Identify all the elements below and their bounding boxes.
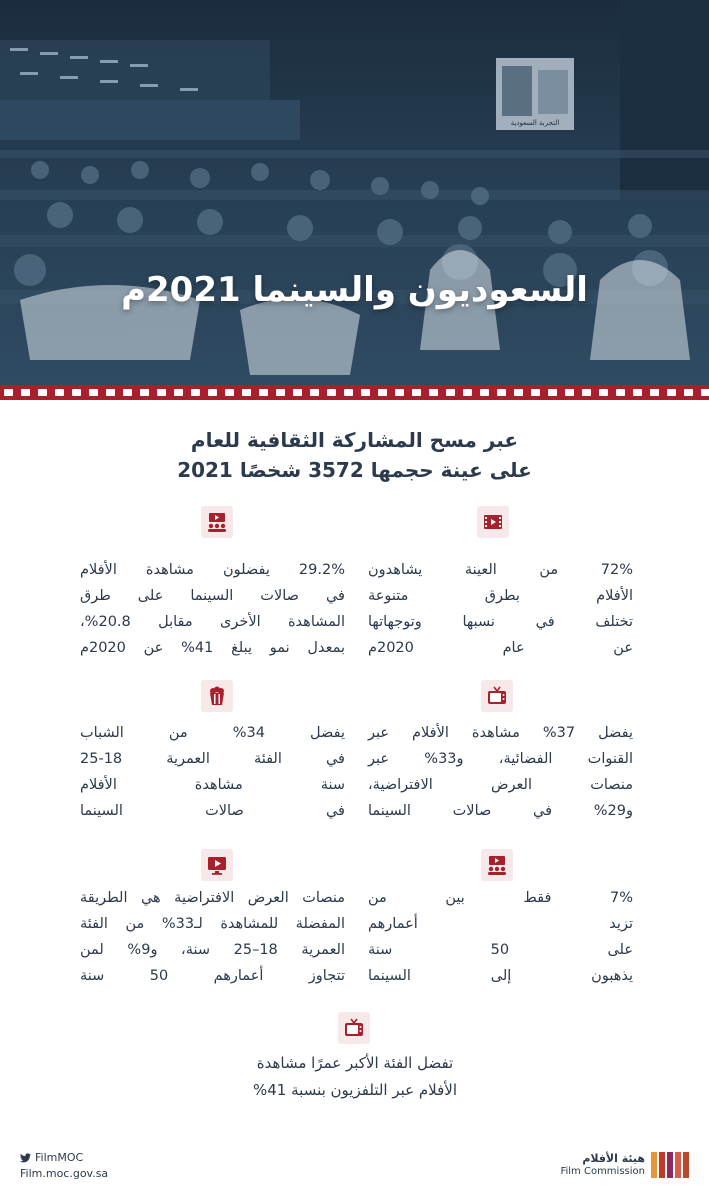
stat-line: القنوات الفضائية، و33% عبر bbox=[368, 751, 633, 767]
film-hole bbox=[633, 389, 642, 396]
hero-banner bbox=[0, 0, 709, 385]
stat-block-youth bbox=[80, 720, 345, 824]
stat-line: الأفلام بطرق متنوعة bbox=[368, 588, 633, 604]
stat-line: تتجاوز أعمارهم 50 سنة bbox=[80, 968, 345, 984]
stat-block-virtual-platforms bbox=[80, 885, 345, 989]
intro-heading bbox=[60, 425, 649, 485]
logo-bars-icon bbox=[651, 1152, 689, 1178]
stat-line: سنة مشاهدة الأفلام bbox=[80, 777, 345, 793]
film-hole bbox=[684, 389, 693, 396]
film-hole bbox=[412, 389, 421, 396]
stat-line: على 50 سنة bbox=[368, 942, 633, 958]
tv-icon bbox=[481, 680, 513, 712]
film-hole bbox=[446, 389, 455, 396]
film-hole bbox=[361, 389, 370, 396]
film-hole bbox=[55, 389, 64, 396]
film-hole bbox=[157, 389, 166, 396]
stat-block-cinema-preference bbox=[80, 557, 345, 661]
stat-line: بمعدل نمو يبلغ 41% عن 2020م bbox=[80, 640, 345, 656]
stat-line: 29.2% يفضلون مشاهدة الأفلام bbox=[80, 562, 345, 578]
brand-name-en: Film Commission bbox=[560, 1166, 645, 1177]
film-hole bbox=[327, 389, 336, 396]
screen-caption: التجربة السعودية bbox=[510, 119, 560, 127]
film-hole bbox=[310, 389, 319, 396]
film-hole bbox=[548, 389, 557, 396]
film-hole bbox=[106, 389, 115, 396]
film-hole bbox=[72, 389, 81, 396]
stat-block-viewing-methods bbox=[368, 557, 633, 661]
popcorn-icon bbox=[201, 680, 233, 712]
logo-bar bbox=[667, 1152, 673, 1178]
stat-block-older-tv bbox=[180, 1050, 530, 1104]
film-hole bbox=[293, 389, 302, 396]
film-hole bbox=[531, 389, 540, 396]
film-hole bbox=[225, 389, 234, 396]
footer-contact bbox=[20, 1150, 108, 1182]
intro-line-2: 2021 على عينة حجمها 3572 شخصًا bbox=[177, 458, 532, 482]
twitter-icon bbox=[20, 1153, 31, 1163]
website-link[interactable]: Film.moc.gov.sa bbox=[20, 1167, 109, 1180]
logo-bar bbox=[683, 1152, 689, 1178]
film-hole bbox=[123, 389, 132, 396]
film-hole bbox=[242, 389, 251, 396]
hero-title: السعوديون والسينما 2021م bbox=[121, 270, 588, 310]
stat-line: تختلف في نسبها وتوجهاتها bbox=[368, 614, 633, 630]
film-hole bbox=[378, 389, 387, 396]
brand-name-ar: هيئة الأفلام bbox=[582, 1152, 645, 1165]
film-hole bbox=[208, 389, 217, 396]
cinema-hall-illustration bbox=[0, 0, 709, 385]
twitter-handle[interactable]: FilmMOC bbox=[35, 1151, 84, 1164]
film-hole bbox=[429, 389, 438, 396]
stat-line: منصات العرض الافتراضية هي الطريقة bbox=[80, 890, 345, 906]
film-hole bbox=[140, 389, 149, 396]
stat-line: في صالات السينما على طرق bbox=[80, 588, 345, 604]
final-line-1: تفضل الفئة الأكبر عمرًا مشاهدة bbox=[256, 1054, 454, 1072]
film-hole bbox=[463, 389, 472, 396]
film-hole bbox=[480, 389, 489, 396]
film-hole bbox=[701, 389, 709, 396]
stat-line: 7% فقط بين من bbox=[368, 890, 633, 906]
film-hole bbox=[276, 389, 285, 396]
film-hole bbox=[599, 389, 608, 396]
film-hole bbox=[174, 389, 183, 396]
intro-line-1: عبر مسح المشاركة الثقافية للعام bbox=[190, 428, 519, 452]
stat-line: العمرية 18–25 سنة، و9% لمن bbox=[80, 942, 346, 958]
stat-block-channels bbox=[368, 720, 633, 824]
film-hole bbox=[395, 389, 404, 396]
stat-line: في الفئة العمرية 18-25 bbox=[80, 751, 345, 767]
tv-icon bbox=[338, 1012, 370, 1044]
film-hole bbox=[344, 389, 353, 396]
film-strip-holes bbox=[0, 385, 709, 400]
stat-line: منصات العرض الافتراضية، bbox=[368, 777, 633, 793]
stat-line: المشاهدة الأخرى مقابل 20.8%، bbox=[80, 614, 345, 630]
logo-bar bbox=[659, 1152, 665, 1178]
film-hole bbox=[514, 389, 523, 396]
film-hole bbox=[667, 389, 676, 396]
stat-line: يذهبون إلى السينما bbox=[368, 968, 633, 984]
stat-line: و29% في صالات السينما bbox=[368, 803, 633, 819]
logo-bar bbox=[651, 1152, 657, 1178]
stat-block-over-50 bbox=[368, 885, 633, 989]
stat-line: في صالات السينما bbox=[80, 803, 345, 819]
film-hole bbox=[89, 389, 98, 396]
final-line-2: الأفلام عبر التلفزيون بنسبة 41% bbox=[253, 1081, 457, 1099]
stat-line: يفضل 34% من الشباب bbox=[80, 725, 345, 741]
cinema-audience-icon bbox=[201, 506, 233, 538]
film-hole bbox=[191, 389, 200, 396]
stat-line: المفضلة للمشاهدة لـ33% من الفئة bbox=[80, 916, 345, 932]
stat-line: تزيد أعمارهم bbox=[368, 916, 633, 932]
film-hole bbox=[259, 389, 268, 396]
film-hole bbox=[4, 389, 13, 396]
play-screen-icon bbox=[201, 849, 233, 881]
film-hole bbox=[565, 389, 574, 396]
film-commission-logo bbox=[560, 1152, 689, 1178]
film-hole bbox=[497, 389, 506, 396]
film-hole bbox=[38, 389, 47, 396]
stat-line: 72% من العينة يشاهدون bbox=[368, 562, 633, 578]
cinema-audience-icon bbox=[481, 849, 513, 881]
film-icon bbox=[477, 506, 509, 538]
logo-bar bbox=[675, 1152, 681, 1178]
film-hole bbox=[582, 389, 591, 396]
stat-line: عن عام 2020م bbox=[368, 640, 633, 656]
film-hole bbox=[616, 389, 625, 396]
film-hole bbox=[21, 389, 30, 396]
film-hole bbox=[650, 389, 659, 396]
stat-line: يفضل 37% مشاهدة الأفلام عبر bbox=[368, 725, 633, 741]
